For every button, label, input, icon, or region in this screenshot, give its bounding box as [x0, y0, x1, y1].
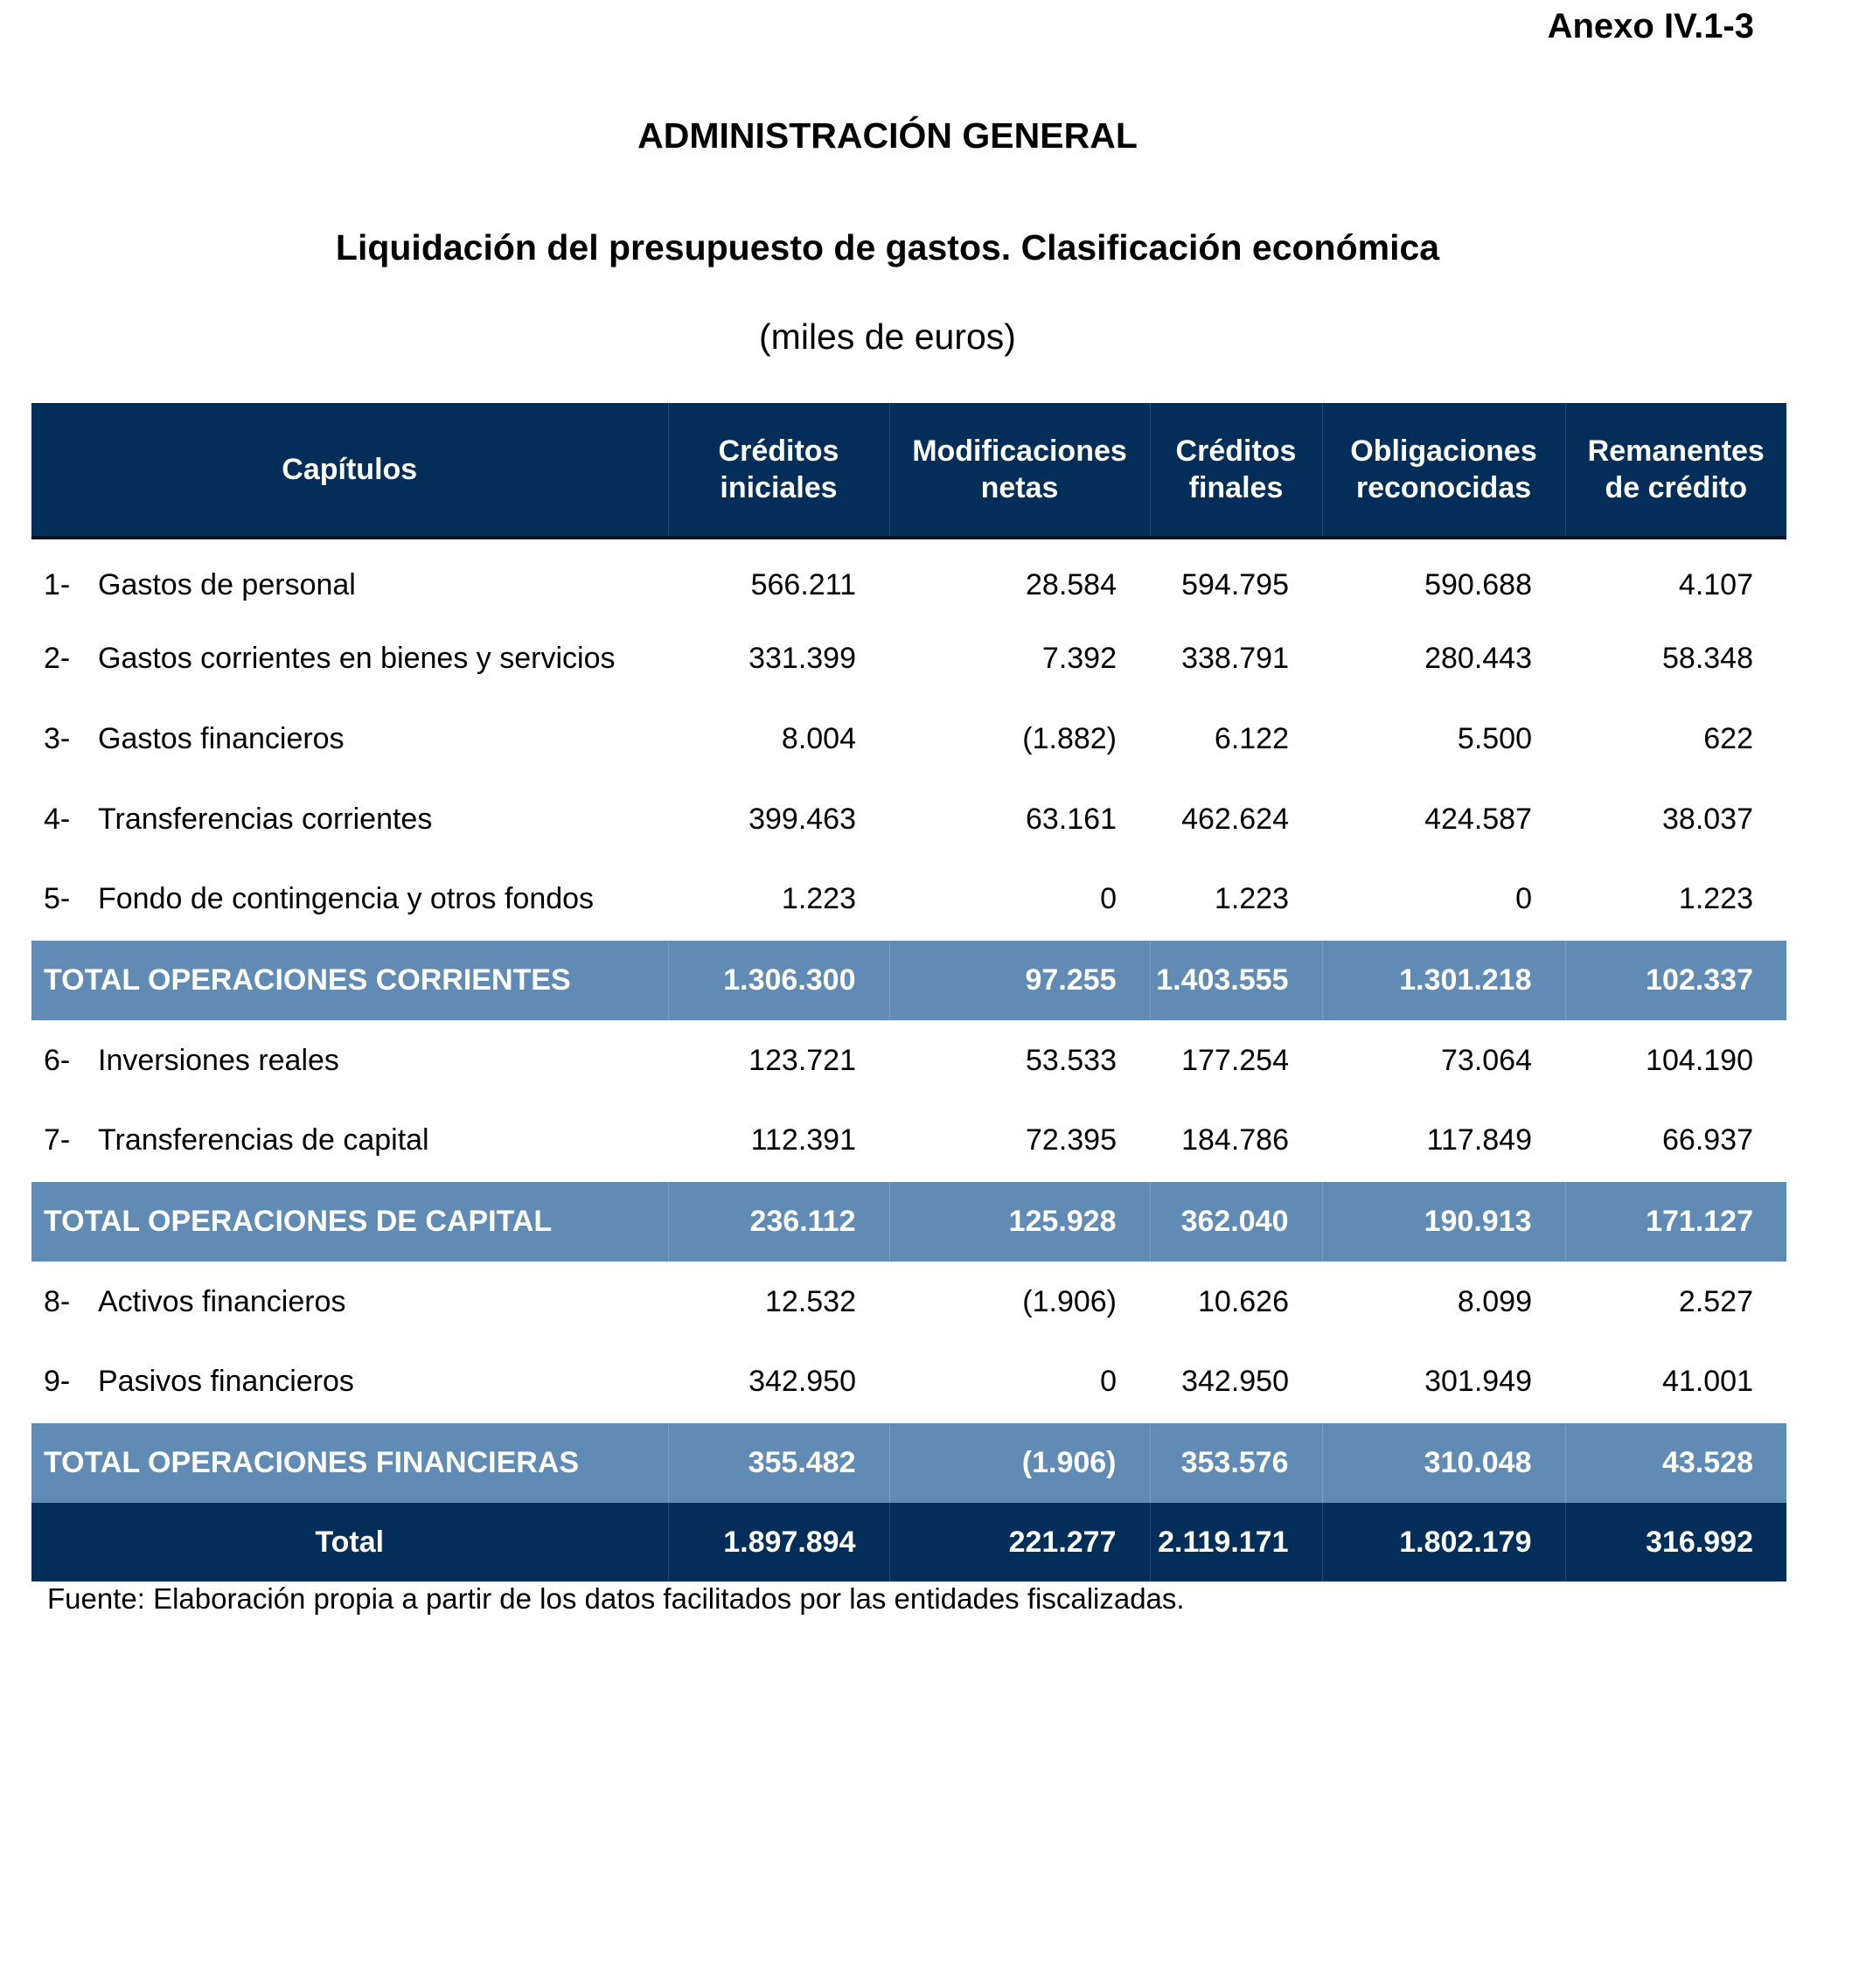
cell-initial-credits: 112.391: [750, 1123, 856, 1157]
subtotal-row: [31, 940, 1786, 1020]
cell-final-credits: 177.254: [1181, 1043, 1289, 1077]
cell-initial-credits: 399.463: [748, 802, 856, 836]
cell-final-credits: 1.403.555: [1150, 940, 1322, 1020]
row-label-cell: [31, 1422, 668, 1503]
cell-final-credits: 184.786: [1181, 1123, 1289, 1157]
cell-final-credits: 353.576: [1150, 1422, 1322, 1503]
cell-initial-credits: 123.721: [748, 1043, 856, 1077]
cell-net-modifications: 221.277: [889, 1503, 1150, 1581]
cell-net-modifications: 0: [1100, 1365, 1117, 1398]
chapter-number: 9-: [44, 1365, 71, 1398]
table-row: [31, 859, 1786, 940]
cell-net-modifications: (1.906): [889, 1422, 1150, 1503]
cell-recognized-obligations: 1.802.179: [1322, 1503, 1565, 1581]
cell-net-modifications: 63.161: [1026, 802, 1117, 836]
cell-credit-remainders: 171.127: [1565, 1181, 1786, 1262]
cell-credit-remainders: 1.223: [1678, 882, 1753, 915]
header-net-modifications: Modificaciones netas: [889, 403, 1150, 538]
cell-final-credits: 362.040: [1150, 1181, 1322, 1262]
table-row: [31, 699, 1786, 779]
chapter-number: 5-: [44, 882, 71, 915]
budget-table: [31, 403, 1786, 1581]
cell-initial-credits: 12.532: [765, 1284, 856, 1318]
row-label-cell: [31, 618, 668, 699]
cell-initial-credits: 566.211: [750, 567, 856, 601]
cell-final-credits: 10.626: [1198, 1284, 1289, 1318]
cell-net-modifications: 97.255: [889, 940, 1150, 1020]
cell-credit-remainders: 41.001: [1662, 1365, 1753, 1398]
cell-recognized-obligations: 280.443: [1424, 641, 1532, 675]
cell-recognized-obligations: 5.500: [1457, 721, 1532, 755]
cell-credit-remainders: 66.937: [1662, 1123, 1753, 1157]
table-row: [31, 1342, 1786, 1422]
source-note: Fuente: Elaboración propia a partir de los datos facilitados por las entidades fiscalizadas.: [47, 1582, 1185, 1615]
cell-credit-remainders: 58.348: [1662, 641, 1753, 675]
cell-net-modifications: 72.395: [1026, 1123, 1117, 1157]
chapter-number: 3-: [44, 721, 71, 755]
cell-credit-remainders: 316.992: [1565, 1503, 1786, 1581]
table-row: [31, 1020, 1786, 1101]
header-initial-credits: Créditos iniciales: [668, 403, 889, 538]
cell-initial-credits: 355.482: [668, 1422, 889, 1503]
row-label: Total: [315, 1525, 385, 1559]
cell-recognized-obligations: 0: [1515, 882, 1532, 915]
total-row: [31, 1503, 1786, 1581]
cell-initial-credits: 1.897.894: [668, 1503, 889, 1581]
header-recognized-obligations: Obligaciones reconocidas: [1322, 403, 1565, 538]
row-label: Inversiones reales: [98, 1043, 339, 1077]
cell-final-credits: 6.122: [1214, 721, 1289, 755]
cell-initial-credits: 1.223: [781, 882, 856, 915]
header-final-credits: Créditos finales: [1150, 403, 1322, 538]
row-label: Gastos financieros: [98, 721, 345, 755]
table-row: [31, 779, 1786, 859]
cell-recognized-obligations: 590.688: [1424, 567, 1532, 601]
page-title: ADMINISTRACIÓN GENERAL: [637, 115, 1138, 156]
chapter-number: 7-: [44, 1123, 71, 1157]
row-label-cell: [31, 940, 668, 1020]
cell-recognized-obligations: 117.849: [1426, 1123, 1532, 1157]
cell-initial-credits: 342.950: [748, 1365, 856, 1398]
row-label: Activos financieros: [98, 1284, 346, 1318]
table-row: [31, 618, 1786, 699]
cell-net-modifications: (1.882): [1022, 721, 1117, 755]
cell-credit-remainders: 104.190: [1646, 1043, 1753, 1077]
row-label-cell: [31, 1181, 668, 1262]
row-label-cell: [31, 779, 668, 859]
cell-net-modifications: 0: [1100, 882, 1117, 915]
cell-final-credits: 462.624: [1181, 802, 1289, 836]
cell-credit-remainders: 38.037: [1662, 802, 1753, 836]
row-label-cell: [31, 1262, 668, 1342]
table-title: Liquidación del presupuesto de gastos. Clasificación económica: [335, 227, 1440, 268]
subtotal-row: [31, 1181, 1786, 1262]
row-label: TOTAL OPERACIONES FINANCIERAS: [44, 1446, 580, 1479]
cell-initial-credits: 1.306.300: [668, 940, 889, 1020]
cell-recognized-obligations: 1.301.218: [1322, 940, 1565, 1020]
row-label-cell: [31, 1342, 668, 1422]
cell-final-credits: 338.791: [1181, 641, 1289, 675]
cell-recognized-obligations: 8.099: [1457, 1284, 1532, 1318]
chapter-number: 8-: [44, 1284, 71, 1318]
table-row: [31, 1262, 1786, 1342]
cell-final-credits: 1.223: [1214, 882, 1289, 915]
cell-net-modifications: 7.392: [1041, 641, 1117, 675]
cell-recognized-obligations: 73.064: [1441, 1043, 1532, 1077]
cell-credit-remainders: 2.527: [1678, 1284, 1753, 1318]
row-label-cell: [31, 859, 668, 940]
cell-final-credits: 594.795: [1181, 567, 1289, 601]
chapter-number: 1-: [44, 567, 71, 601]
cell-initial-credits: 331.399: [748, 641, 856, 675]
subtotal-row: [31, 1422, 1786, 1503]
cell-credit-remainders: 4.107: [1678, 567, 1753, 601]
row-label: Transferencias corrientes: [98, 802, 433, 836]
row-label: Gastos de personal: [98, 567, 356, 601]
row-label-cell: [31, 1101, 668, 1181]
cell-credit-remainders: 622: [1703, 721, 1753, 755]
cell-net-modifications: 53.533: [1026, 1043, 1117, 1077]
cell-credit-remainders: 43.528: [1565, 1422, 1786, 1503]
header-chapters: Capítulos: [31, 403, 668, 538]
row-label-cell: [31, 1503, 668, 1581]
cell-recognized-obligations: 310.048: [1322, 1422, 1565, 1503]
row-label: Transferencias de capital: [98, 1123, 429, 1157]
annex-label: Anexo IV.1-3: [1547, 7, 1754, 45]
row-label-cell: [31, 538, 668, 618]
cell-net-modifications: (1.906): [1022, 1284, 1117, 1318]
row-label: Pasivos financieros: [98, 1365, 354, 1398]
units-label: (miles de euros): [759, 316, 1016, 357]
cell-net-modifications: 28.584: [1026, 567, 1117, 601]
row-label: TOTAL OPERACIONES CORRIENTES: [44, 963, 571, 997]
row-label-cell: [31, 1020, 668, 1101]
row-label: TOTAL OPERACIONES DE CAPITAL: [44, 1205, 553, 1238]
cell-initial-credits: 236.112: [668, 1181, 889, 1262]
cell-credit-remainders: 102.337: [1565, 940, 1786, 1020]
cell-recognized-obligations: 301.949: [1424, 1365, 1532, 1398]
chapter-number: 2-: [44, 641, 71, 675]
row-label-cell: [31, 699, 668, 779]
table-header-row: [31, 403, 1786, 538]
table-row: [31, 1101, 1786, 1181]
row-label: Gastos corrientes en bienes y servicios: [98, 641, 616, 675]
cell-final-credits: 2.119.171: [1150, 1503, 1322, 1581]
cell-recognized-obligations: 424.587: [1424, 802, 1532, 836]
cell-recognized-obligations: 190.913: [1322, 1181, 1565, 1262]
chapter-number: 6-: [44, 1043, 71, 1077]
chapter-number: 4-: [44, 802, 71, 836]
header-credit-remainders: Remanentes de crédito: [1565, 403, 1786, 538]
table-row: [31, 538, 1786, 618]
row-label: Fondo de contingencia y otros fondos: [98, 882, 595, 915]
table-body: [31, 538, 1786, 1581]
cell-final-credits: 342.950: [1181, 1365, 1289, 1398]
cell-net-modifications: 125.928: [889, 1181, 1150, 1262]
cell-initial-credits: 8.004: [781, 721, 856, 755]
